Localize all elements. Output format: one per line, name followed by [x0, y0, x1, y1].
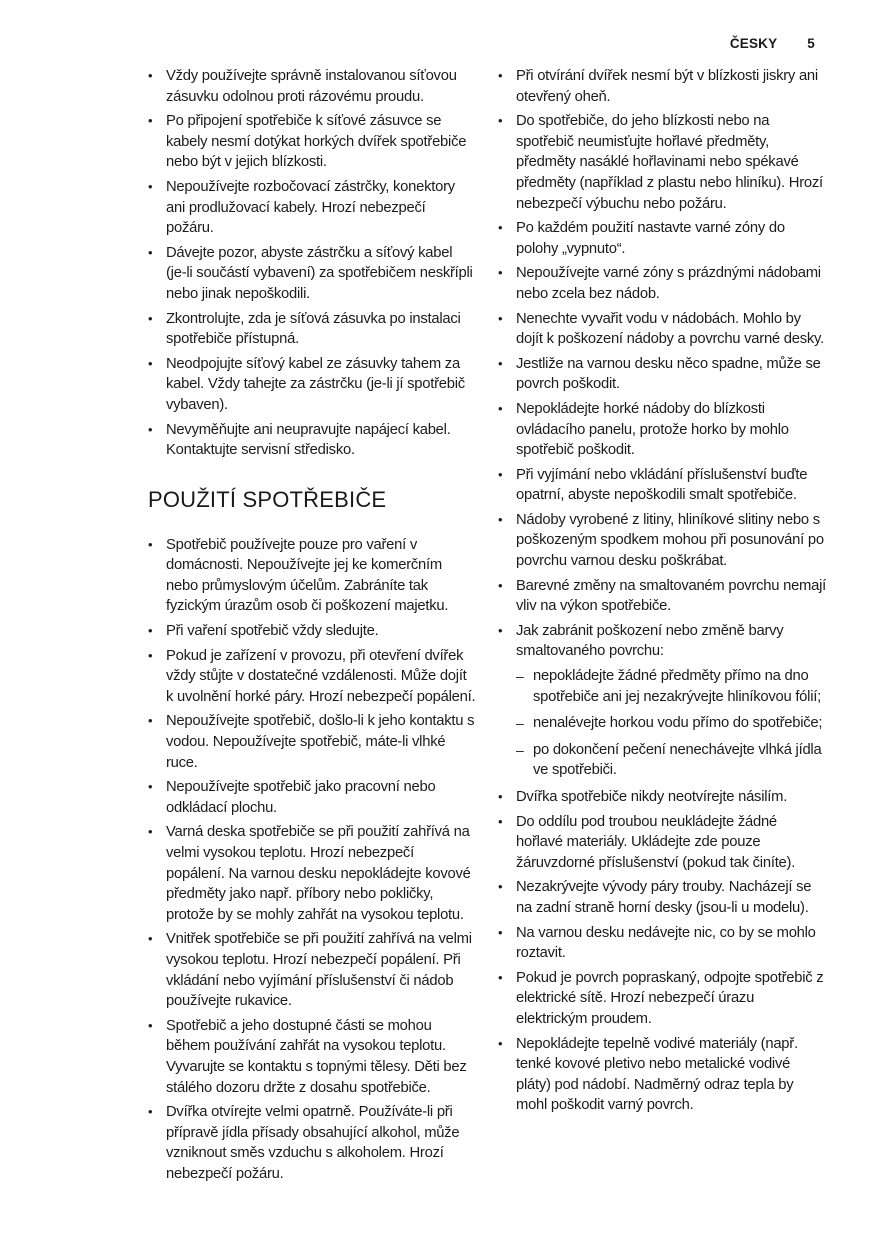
- list-item: • Nevyměňujte ani neupravujte napájecí kabel. Kontaktujte servisní středisko.: [146, 420, 476, 461]
- usage-list: [146, 535, 476, 1185]
- list-item: • Vnitřek spotřebiče se při použití zahřívá na velmi vysokou teplotu. Hrozí nebezpečí popálení. Při vkládání nebo vyjímání příslušenství či nádob používejte rukavice.: [146, 929, 476, 1011]
- list-item: • Barevné změny na smaltovaném povrchu nemají vliv na výkon spotřebiče.: [496, 576, 826, 617]
- list-item: • Dávejte pozor, abyste zástrčku a síťový kabel (je-li součástí vybavení) za spotřebičem neskřípli nebo jinak nepoškodili.: [146, 243, 476, 305]
- list-item: • Nepoužívejte varné zóny s prázdnými nádobami nebo zcela bez nádob.: [496, 263, 826, 304]
- list-item: • Nepokládejte tepelně vodivé materiály (např. tenké kovové pletivo nebo metalické vodivé pláty) pod nádobí. Nadměrný odraz tepla by mohl poškodit varný povrch.: [496, 1034, 826, 1116]
- list-item: • Nepokládejte horké nádoby do blízkosti ovládacího panelu, protože horko by mohlo spotřebič poškodit.: [496, 399, 826, 461]
- enamel-intro-text: Jak zabránit poškození nebo změně barvy smaltovaného povrchu:: [516, 622, 784, 660]
- list-item: • Nepoužívejte spotřebič, došlo-li k jeho kontaktu s vodou. Nepoužívejte spotřebič, máte-li vlhké ruce.: [146, 711, 476, 773]
- list-item: • Varná deska spotřebiče se při použití zahřívá na velmi vysokou teplotu. Hrozí nebezpečí popálení. Na varnou desku nepokládejte kovové předměty jako např. příbory nebo pokličky, protože by se mohly zahřát na vysokou teplotu.: [146, 822, 476, 925]
- list-item: • Po každém použití nastavte varné zóny do polohy „vypnuto“.: [496, 218, 826, 259]
- usage-list-continued: [496, 66, 826, 1116]
- page-header: [730, 36, 815, 51]
- right-column: [496, 66, 826, 1120]
- left-column: [146, 66, 476, 1189]
- sub-list-item: – nepokládejte žádné předměty přímo na dno spotřebiče ani jej nezakrývejte hliníkovou fólií;: [516, 666, 826, 707]
- list-item: • Do oddílu pod troubou neukládejte žádné hořlavé materiály. Ukládejte zde pouze žáruvzdorné příslušenství (pokud tak činíte).: [496, 812, 826, 874]
- list-item: • Při otvírání dvířek nesmí být v blízkosti jiskry ani otevřený oheň.: [496, 66, 826, 107]
- list-item: • Po připojení spotřebiče k síťové zásuvce se kabely nesmí dotýkat horkých dvířek spotřebiče nebo být v jejich blízkosti.: [146, 111, 476, 173]
- list-item: • Nádoby vyrobené z litiny, hliníkové slitiny nebo s poškozeným spodkem mohou při posunování po povrchu varnou desku poškrábat.: [496, 510, 826, 572]
- list-item: • Pokud je zařízení v provozu, při otevření dvířek vždy stůjte v dostatečné vzdálenosti. Může dojít k uvolnění horké páry. Hrozí nebezpečí popálení.: [146, 646, 476, 708]
- list-item: • Spotřebič používejte pouze pro vaření v domácnosti. Nepoužívejte jej ke komerčním nebo průmyslovým účelům. Zabráníte tak fyzickým úrazům osob či poškození majetku.: [146, 535, 476, 617]
- list-item: • Nenechte vyvařit vodu v nádobách. Mohlo by dojít k poškození nádoby a povrchu varné desky.: [496, 309, 826, 350]
- list-item: • Dvířka spotřebiče nikdy neotvírejte násilím.: [496, 787, 826, 808]
- language-label: ČESKY: [729, 36, 778, 51]
- list-item: • Pokud je povrch popraskaný, odpojte spotřebič z elektrické sítě. Hrozí nebezpečí úrazu elektrickým proudem.: [496, 968, 826, 1030]
- list-item: • Vždy používejte správně instalovanou síťovou zásuvku odolnou proti rázovému proudu.: [146, 66, 476, 107]
- list-item: • Spotřebič a jeho dostupné části se mohou během používání zahřát na vysokou teplotu. Vyvarujte se kontaktu s topnými tělesy. Děti bez stálého dozoru držte z dosahu spotřebiče.: [146, 1016, 476, 1098]
- section-title: POUŽITÍ SPOTŘEBIČE: [148, 486, 387, 512]
- page-number: 5: [807, 36, 815, 51]
- list-item: • Nezakrývejte vývody páry trouby. Nacházejí se na zadní straně horní desky (jsou-li u modelu).: [496, 877, 826, 918]
- dash-sublist: [516, 666, 826, 781]
- safety-list: [146, 66, 476, 461]
- list-item: • Dvířka otvírejte velmi opatrně. Používáte-li při přípravě jídla přísady obsahující alkohol, může vzniknout směs vzduchu s alkoholem. Hrozí nebezpečí požáru.: [146, 1102, 476, 1184]
- list-item-enamel: [496, 621, 826, 781]
- list-item: • Na varnou desku nedávejte nic, co by se mohlo roztavit.: [496, 923, 826, 964]
- list-item: • Neodpojujte síťový kabel ze zásuvky tahem za kabel. Vždy tahejte za zástrčku (je-li jí spotřebič vybaven).: [146, 354, 476, 416]
- sub-list-item: – po dokončení pečení nenechávejte vlhká jídla ve spotřebiči.: [516, 740, 826, 781]
- list-item: • Při vaření spotřebič vždy sledujte.: [146, 621, 476, 642]
- list-item: • Do spotřebiče, do jeho blízkosti nebo na spotřebič neumisťujte hořlavé předměty, předměty nasáklé hořlavinami nebo spékavé předměty (například z plastu nebo hliníku). Hrozí nebezpečí výbuchu nebo požáru.: [496, 111, 826, 214]
- list-item: • Zkontrolujte, zda je síťová zásuvka po instalaci spotřebiče přístupná.: [146, 309, 476, 350]
- list-item: • Jestliže na varnou desku něco spadne, může se povrch poškodit.: [496, 354, 826, 395]
- sub-list-item: – nenalévejte horkou vodu přímo do spotřebiče;: [516, 713, 826, 734]
- list-item: • Při vyjímání nebo vkládání příslušenství buďte opatrní, abyste nepoškodili smalt spotřebiče.: [496, 465, 826, 506]
- list-item: • Nepoužívejte spotřebič jako pracovní nebo odkládací plochu.: [146, 777, 476, 818]
- list-item: • Nepoužívejte rozbočovací zástrčky, konektory ani prodlužovací kabely. Hrozí nebezpečí požáru.: [146, 177, 476, 239]
